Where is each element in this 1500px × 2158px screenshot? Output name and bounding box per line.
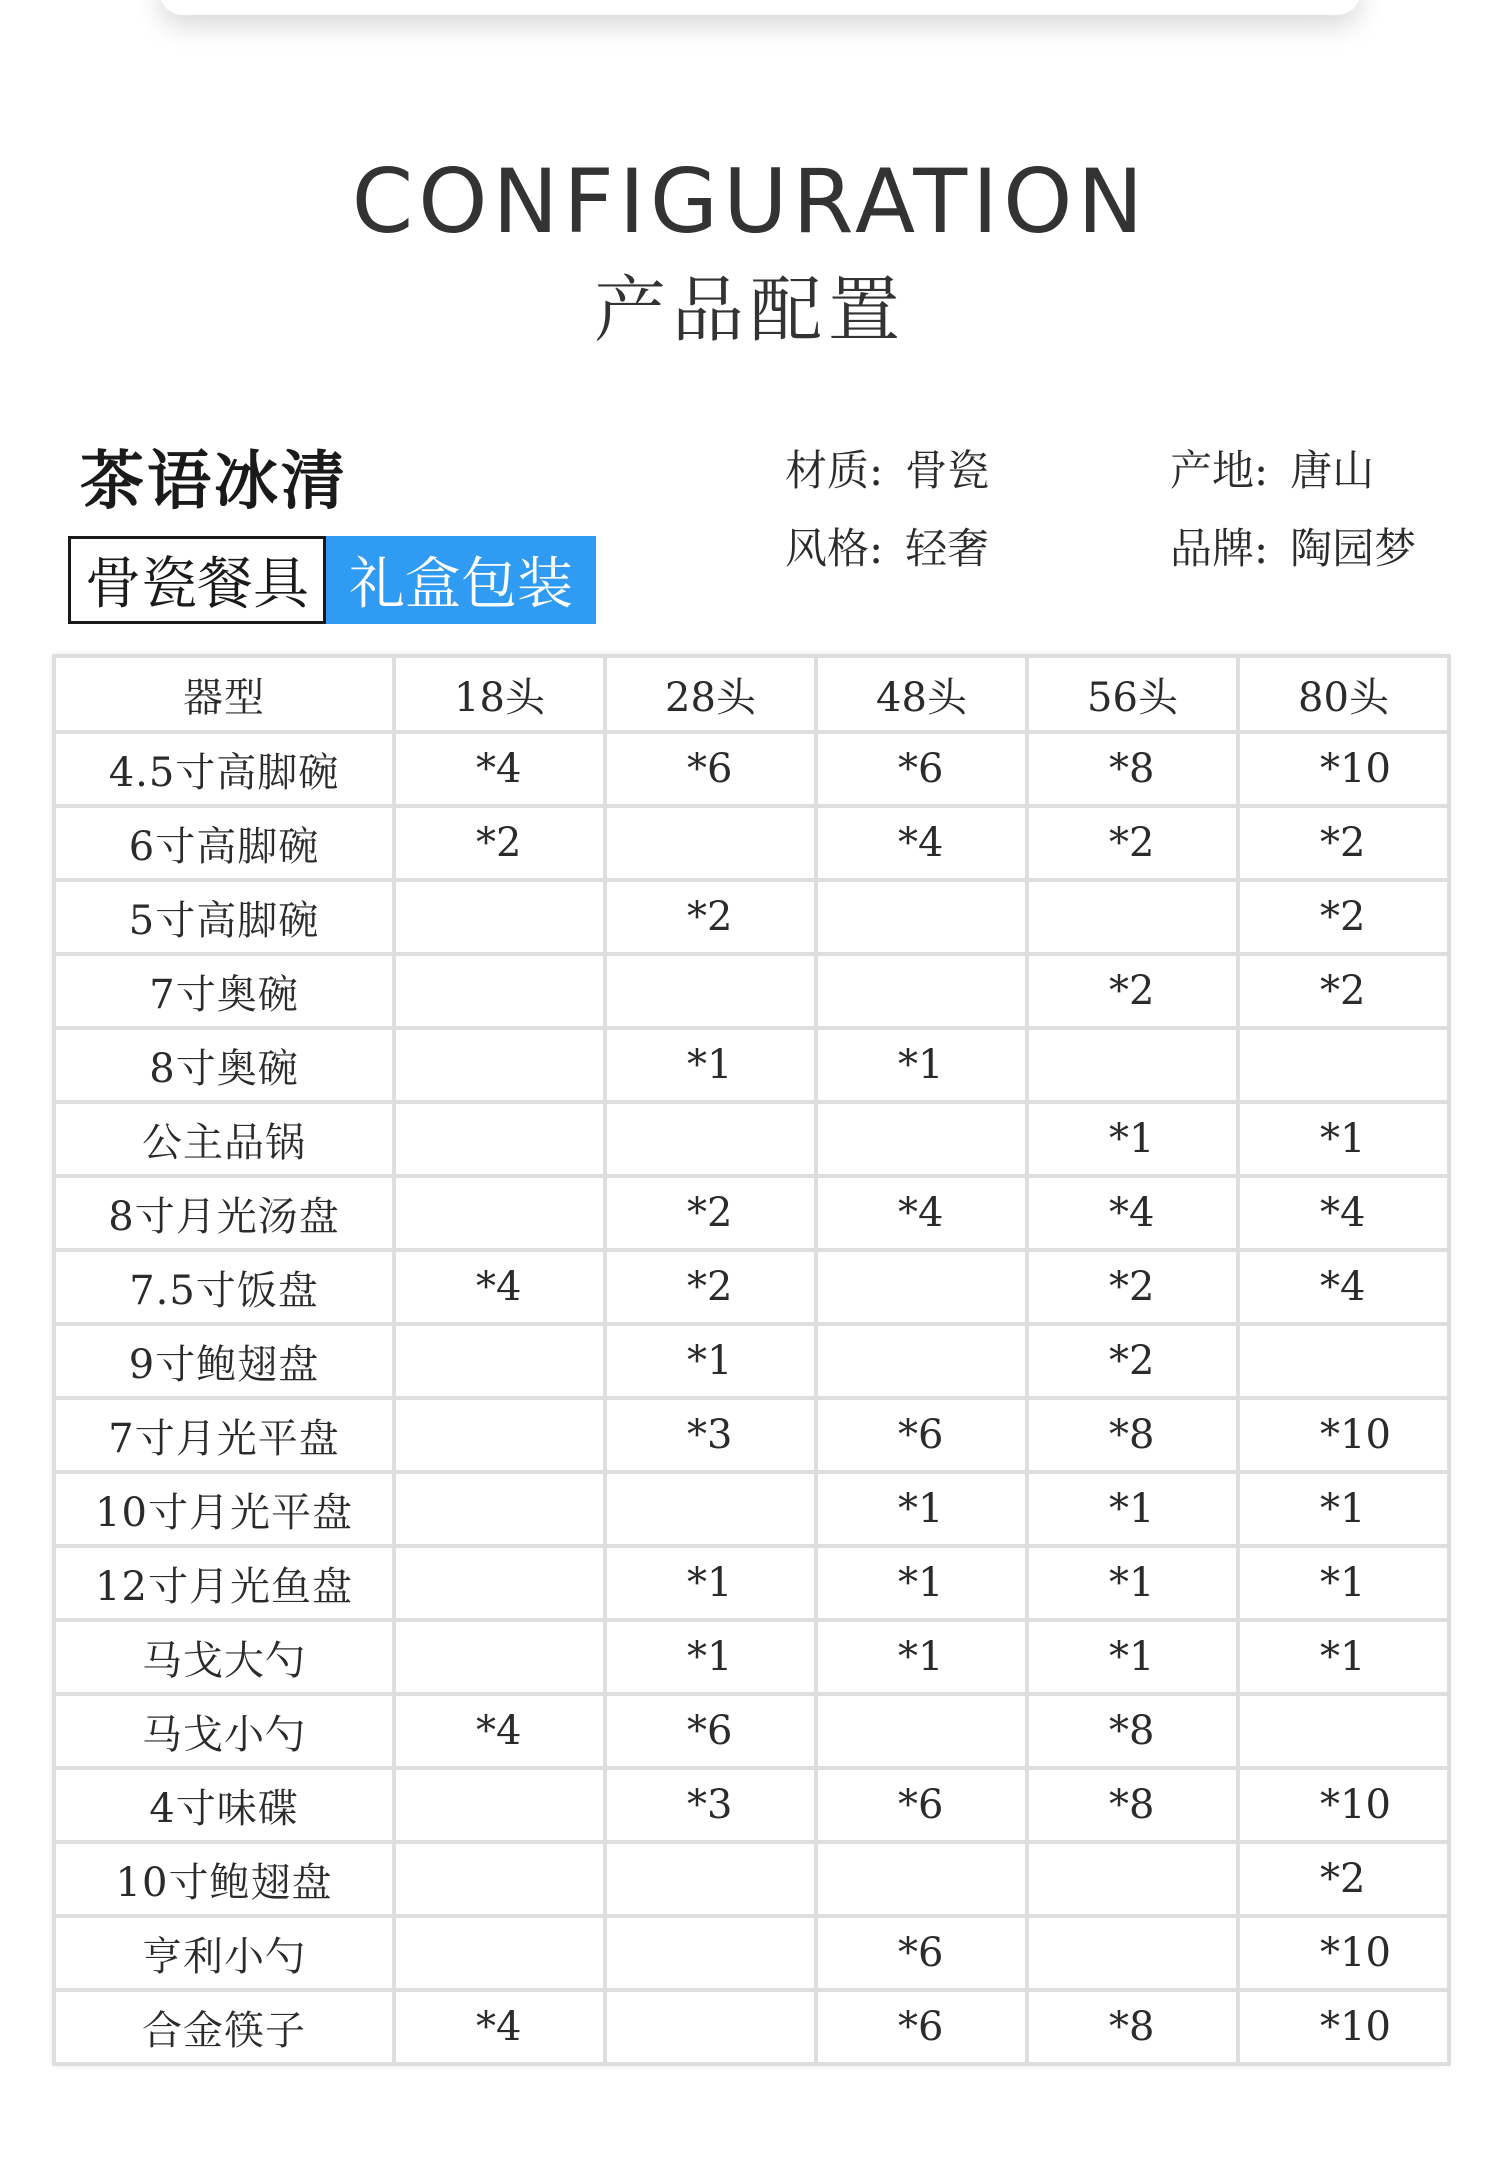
attribute-style [785, 516, 989, 576]
attribute-value: 唐山 [1290, 446, 1375, 495]
item-name-cell: 10寸鲍翅盘 [54, 1842, 394, 1916]
quantity-cell: *4 [394, 1250, 605, 1324]
quantity-cell: *8 [1027, 732, 1238, 806]
quantity-cell: *4 [816, 1176, 1027, 1250]
quantity-cell: *6 [816, 732, 1027, 806]
quantity-cell [816, 880, 1027, 954]
item-name-cell: 合金筷子 [54, 1990, 394, 2064]
quantity-cell [605, 1102, 816, 1176]
quantity-cell: *2 [605, 880, 816, 954]
attribute-value: 轻奢 [905, 524, 990, 573]
quantity-cell [816, 954, 1027, 1028]
quantity-cell [605, 1472, 816, 1546]
quantity-cell [394, 1472, 605, 1546]
quantity-cell: *2 [1238, 806, 1449, 880]
quantity-cell [605, 1842, 816, 1916]
quantity-cell [605, 1916, 816, 1990]
attribute-value: 骨瓷 [905, 446, 990, 495]
quantity-cell [394, 954, 605, 1028]
table-row [54, 1768, 1449, 1842]
quantity-cell: *10 [1238, 1916, 1449, 1990]
quantity-cell: *8 [1027, 1398, 1238, 1472]
quantity-cell [394, 1620, 605, 1694]
quantity-cell: *1 [1027, 1472, 1238, 1546]
quantity-cell [394, 880, 605, 954]
quantity-cell [1027, 1842, 1238, 1916]
quantity-cell: *1 [1027, 1546, 1238, 1620]
quantity-cell: *6 [816, 1398, 1027, 1472]
item-name-cell: 7.5寸饭盘 [54, 1250, 394, 1324]
attribute-label: 材质: [785, 446, 884, 495]
quantity-cell: *1 [1027, 1620, 1238, 1694]
item-name-cell: 8寸月光汤盘 [54, 1176, 394, 1250]
table-row [54, 1102, 1449, 1176]
quantity-cell [394, 1398, 605, 1472]
quantity-cell: *4 [394, 1694, 605, 1768]
quantity-cell [605, 1990, 816, 2064]
quantity-cell: *1 [816, 1620, 1027, 1694]
item-name-cell: 10寸月光平盘 [54, 1472, 394, 1546]
quantity-cell [605, 954, 816, 1028]
table-row [54, 1176, 1449, 1250]
item-name-cell: 公主品锅 [54, 1102, 394, 1176]
quantity-cell: *10 [1238, 732, 1449, 806]
quantity-cell: *2 [1027, 806, 1238, 880]
quantity-cell [816, 1102, 1027, 1176]
table-row [54, 1916, 1449, 1990]
quantity-cell: *6 [605, 732, 816, 806]
item-name-cell: 5寸高脚碗 [54, 880, 394, 954]
quantity-cell: *1 [1238, 1102, 1449, 1176]
quantity-cell [605, 806, 816, 880]
quantity-cell: *4 [394, 1990, 605, 2064]
quantity-cell: *2 [1027, 1250, 1238, 1324]
quantity-cell: *1 [816, 1546, 1027, 1620]
quantity-cell: *8 [1027, 1768, 1238, 1842]
item-name-cell: 9寸鲍翅盘 [54, 1324, 394, 1398]
quantity-cell [394, 1102, 605, 1176]
quantity-cell: *3 [605, 1768, 816, 1842]
quantity-cell: *2 [1238, 954, 1449, 1028]
quantity-cell: *1 [1238, 1546, 1449, 1620]
tag-gift-box: 礼盒包装 [326, 536, 596, 624]
table-row [54, 880, 1449, 954]
quantity-cell: *2 [1238, 880, 1449, 954]
quantity-cell [394, 1324, 605, 1398]
quantity-cell: *4 [1238, 1176, 1449, 1250]
quantity-cell: *8 [1027, 1990, 1238, 2064]
item-name-cell: 马戈小勺 [54, 1694, 394, 1768]
item-name-cell: 亨利小勺 [54, 1916, 394, 1990]
quantity-cell: *10 [1238, 1768, 1449, 1842]
quantity-cell: *1 [605, 1028, 816, 1102]
item-name-cell: 马戈大勺 [54, 1620, 394, 1694]
column-header-set-size: 18头 [394, 656, 605, 732]
table-row [54, 1028, 1449, 1102]
quantity-cell: *2 [1027, 1324, 1238, 1398]
tag-tableware: 骨瓷餐具 [68, 536, 326, 624]
table-row [54, 732, 1449, 806]
table-row [54, 1694, 1449, 1768]
quantity-cell [816, 1842, 1027, 1916]
quantity-cell [1238, 1694, 1449, 1768]
quantity-cell: *1 [605, 1546, 816, 1620]
item-name-cell: 4寸味碟 [54, 1768, 394, 1842]
column-header-set-size: 28头 [605, 656, 816, 732]
item-name-cell: 4.5寸高脚碗 [54, 732, 394, 806]
quantity-cell [816, 1694, 1027, 1768]
quantity-cell: *4 [394, 732, 605, 806]
item-name-cell: 8寸奥碗 [54, 1028, 394, 1102]
quantity-cell [816, 1250, 1027, 1324]
quantity-cell [394, 1546, 605, 1620]
quantity-cell: *1 [605, 1324, 816, 1398]
quantity-cell: *10 [1238, 1990, 1449, 2064]
attribute-brand [1170, 516, 1416, 576]
quantity-cell: *1 [816, 1472, 1027, 1546]
item-name-cell: 12寸月光鱼盘 [54, 1546, 394, 1620]
table-row [54, 806, 1449, 880]
table-row [54, 1398, 1449, 1472]
table-header-row [54, 656, 1449, 732]
item-name-cell: 6寸高脚碗 [54, 806, 394, 880]
quantity-cell: *4 [816, 806, 1027, 880]
table-row [54, 1546, 1449, 1620]
attribute-material [785, 438, 989, 498]
configuration-table-wrapper [52, 654, 1448, 2066]
item-name-cell: 7寸月光平盘 [54, 1398, 394, 1472]
table-row [54, 1990, 1449, 2064]
attribute-label: 风格: [785, 524, 884, 573]
quantity-cell: *2 [605, 1176, 816, 1250]
table-row [54, 954, 1449, 1028]
attribute-label: 品牌: [1170, 524, 1269, 573]
column-header-set-size: 48头 [816, 656, 1027, 732]
table-row [54, 1842, 1449, 1916]
quantity-cell [394, 1028, 605, 1102]
quantity-cell: *1 [816, 1028, 1027, 1102]
quantity-cell [394, 1768, 605, 1842]
quantity-cell: *2 [1238, 1842, 1449, 1916]
quantity-cell [816, 1324, 1027, 1398]
table-row [54, 1324, 1449, 1398]
attribute-value: 陶园梦 [1290, 524, 1417, 573]
quantity-cell [394, 1176, 605, 1250]
quantity-cell: *1 [1238, 1472, 1449, 1546]
quantity-cell: *6 [816, 1916, 1027, 1990]
item-name-cell: 7寸奥碗 [54, 954, 394, 1028]
quantity-cell [1027, 1028, 1238, 1102]
quantity-cell: *1 [1238, 1620, 1449, 1694]
column-header-set-size: 56头 [1027, 656, 1238, 732]
quantity-cell: *2 [1027, 954, 1238, 1028]
quantity-cell [1238, 1324, 1449, 1398]
section-title-cn: 产品配置 [593, 268, 906, 352]
column-header-item-type: 器型 [54, 656, 394, 732]
product-name: 茶语冰清 [80, 445, 348, 519]
quantity-cell [394, 1842, 605, 1916]
table-row [54, 1250, 1449, 1324]
table-row [54, 1472, 1449, 1546]
table-body [54, 732, 1449, 2064]
attribute-origin [1170, 438, 1374, 498]
quantity-cell: *1 [1027, 1102, 1238, 1176]
quantity-cell: *4 [1027, 1176, 1238, 1250]
quantity-cell: *3 [605, 1398, 816, 1472]
table-row [54, 1620, 1449, 1694]
quantity-cell: *6 [816, 1768, 1027, 1842]
quantity-cell: *8 [1027, 1694, 1238, 1768]
quantity-cell [1027, 1916, 1238, 1990]
product-tags [68, 536, 596, 624]
quantity-cell: *2 [605, 1250, 816, 1324]
configuration-table [52, 654, 1451, 2066]
quantity-cell: *6 [605, 1694, 816, 1768]
quantity-cell: *2 [394, 806, 605, 880]
column-header-set-size: 80头 [1238, 656, 1449, 732]
top-shadow-decoration [160, 0, 1360, 15]
quantity-cell [1027, 880, 1238, 954]
quantity-cell: *10 [1238, 1398, 1449, 1472]
section-title-en: CONFIGURATION [351, 150, 1149, 253]
quantity-cell: *1 [605, 1620, 816, 1694]
quantity-cell: *6 [816, 1990, 1027, 2064]
quantity-cell [1238, 1028, 1449, 1102]
quantity-cell [394, 1916, 605, 1990]
quantity-cell: *4 [1238, 1250, 1449, 1324]
attribute-label: 产地: [1170, 446, 1269, 495]
